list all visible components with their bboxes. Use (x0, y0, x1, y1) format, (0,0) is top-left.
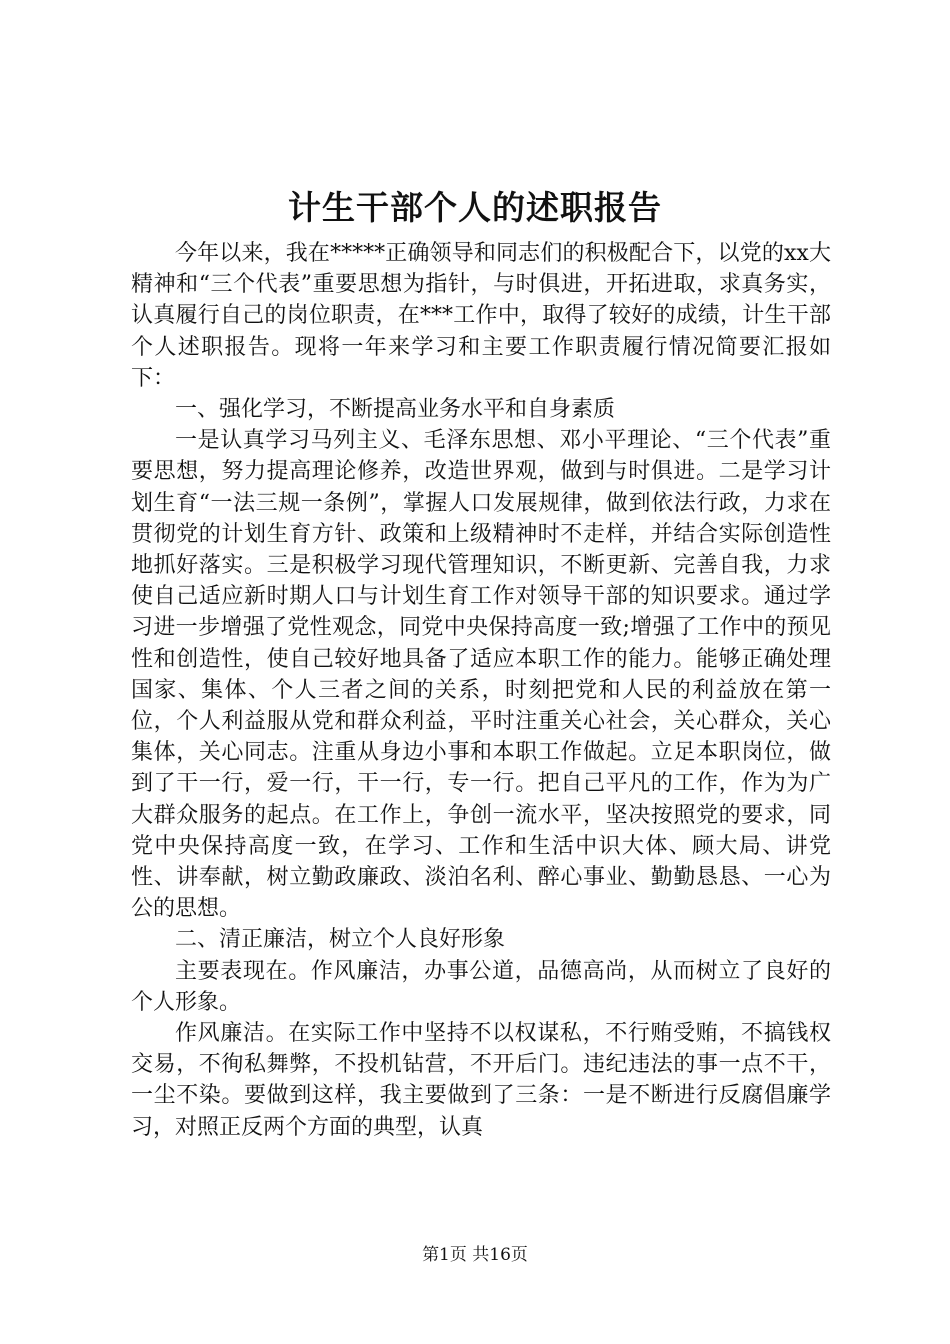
paragraph-integrity: 作风廉洁。在实际工作中坚持不以权谋私，不行贿受贿，不搞钱权交易，不徇私舞弊，不投机钻营，不开后门。违纪违法的事一点不干，一尘不染。要做到这样，我主要做到了三条：一是不断进行反腐倡廉学习，对照正反两个方面的典型，认真 (131, 1021, 831, 1140)
document-body (131, 238, 831, 1143)
section-heading-2: 二、清正廉洁，树立个人良好形象 (175, 927, 506, 953)
paragraph-study: 一是认真学习马列主义、毛泽东思想、邓小平理论、“三个代表”重要思想，努力提高理论修养，改造世界观，做到与时俱进。二是学习计划生育“一法三规一条例”，掌握人口发展规律，做到依法行政，力求在贯彻党的计划生育方针、政策和上级精神时不走样，并结合实际创造性地抓好落实。三是积极学习现代管理知识，不断更新、完善自我，力求使自己适应新时期人口与计划生育工作对领导干部的知识要求。通过学习进一步增强了党性观念，同党中央保持高度一致;增强了工作中的预见性和创造性，使自己较好地具备了适应本职工作的能力。能够正确处理国家、集体、个人三者之间的关系，时刻把党和人民的利益放在第一位，个人利益服从党和群众利益，平时注重关心社会，关心群众，关心集体，关心同志。注重从身边小事和本职工作做起。立足本职岗位，做到了干一行，爱一行，干一行，专一行。把自己平凡的工作，作为为广大群众服务的起点。在工作上，争创一流水平，坚决按照党的要求，同党中央保持高度一致，在学习、工作和生活中识大体、顾大局、讲党性、讲奉献，树立勤政廉政、淡泊名利、醉心事业、勤勤恳恳、一心为公的思想。 (131, 428, 831, 922)
document-title: 计生干部个人的述职报告 (288, 188, 662, 227)
paragraph-intro: 今年以来，我在*****正确领导和同志们的积极配合下，以党的xx大精神和“三个代表”重要思想为指针，与时俱进，开拓进取，求真务实，认真履行自己的岗位职责，在***工作中，取得了较好的成绩，计生干部个人述职报告。现将一年来学习和主要工作职责履行情况简要汇报如下： (131, 241, 831, 391)
section-heading-1: 一、强化学习，不断提高业务水平和自身素质 (175, 397, 616, 423)
paragraph-summary: 主要表现在。作风廉洁，办事公道，品德高尚，从而树立了良好的个人形象。 (131, 958, 831, 1015)
page-footer: 第1页 共16页 (422, 1245, 528, 1265)
